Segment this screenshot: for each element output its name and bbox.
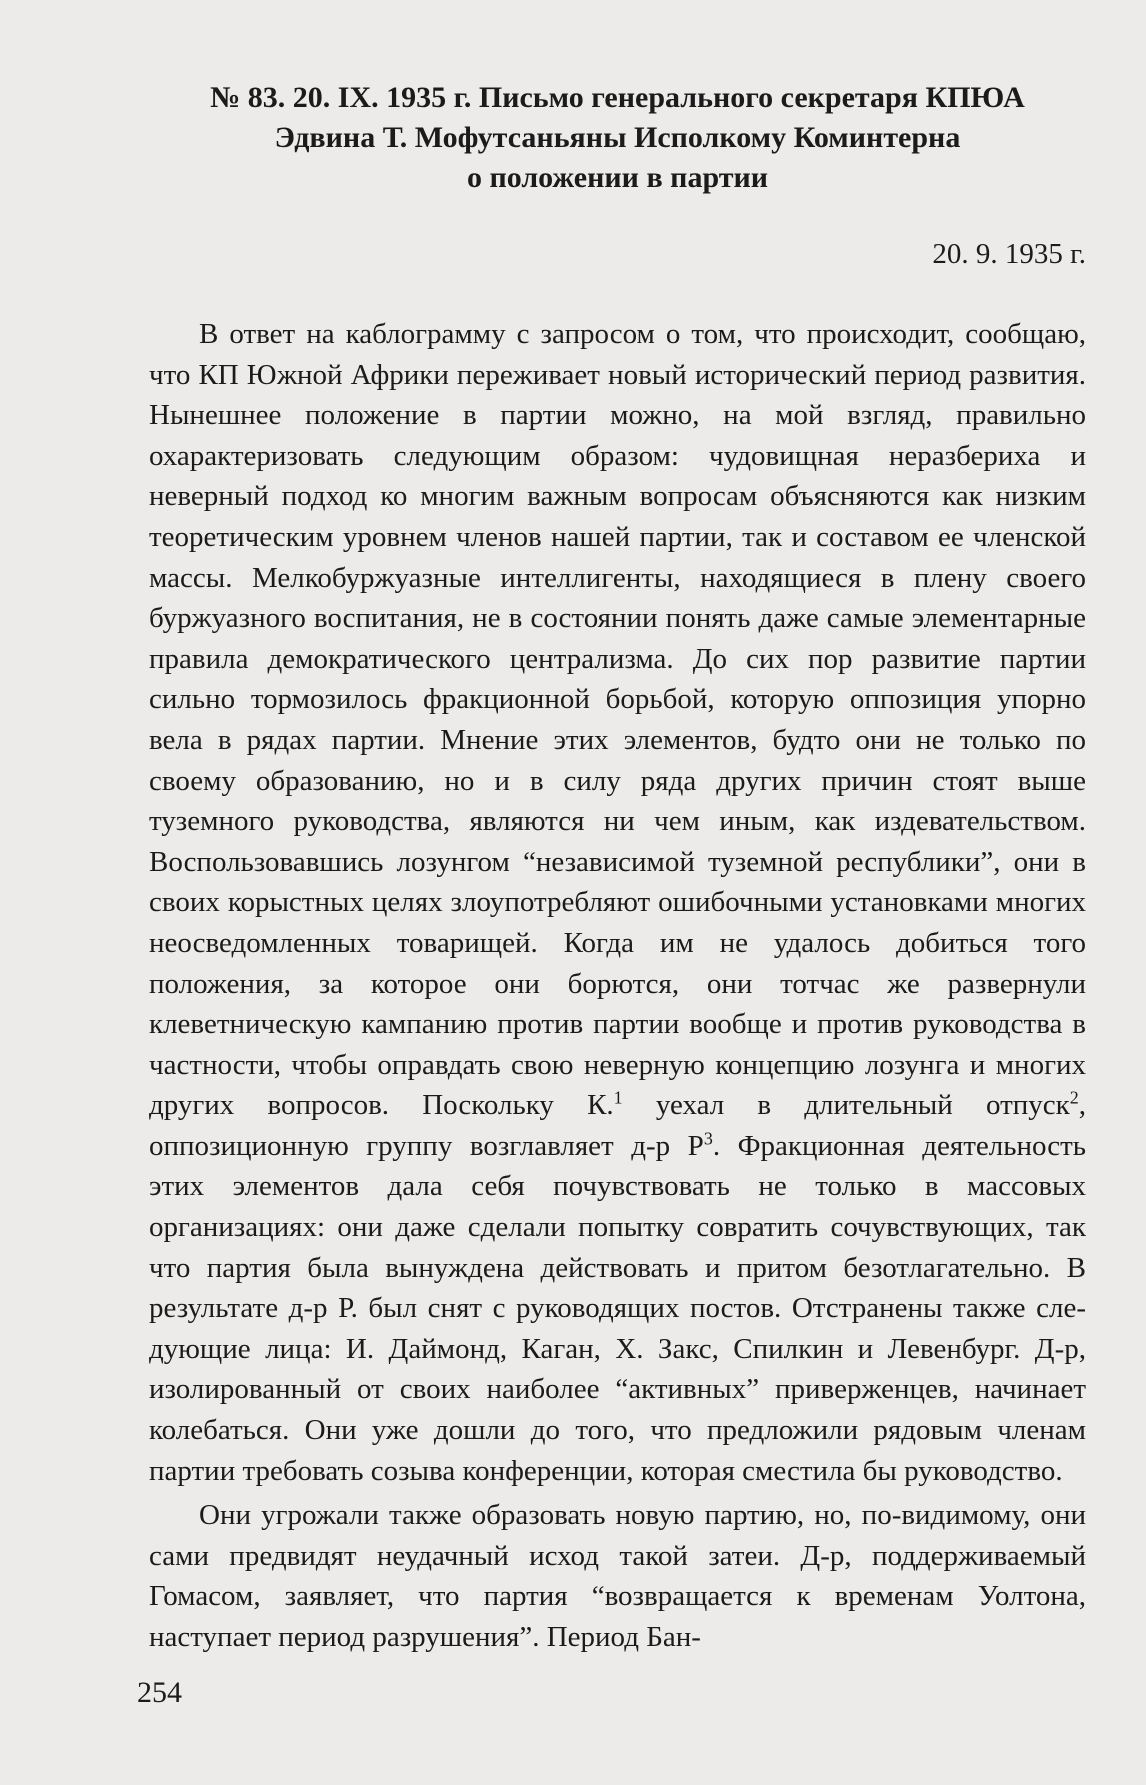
paragraph-1-part-4: . Фракционная деятельность этих элементов дала себя почувствовать не только в массовых организациях: они даже сделали попытку совратить сочувствующих, так что партия была вынуждена действовать и притом безотлагательно. В результате д-р Р. был снят с руководящих постов. Отстранены также следующие лица: И. Даймонд, Каган, Х. Закс, Спилкин и Левенбург. Д-р, изолированный от своих наиболее “активных” приверженцев, начинает колебаться. Они уже дошли до того, что предложили рядовым членам партии требовать созыва конференции, которая сместила бы руководство. bbox=[149, 1129, 1087, 1487]
document-date: 20. 9. 1935 г. bbox=[932, 238, 1086, 270]
footnote-ref-2: 2 bbox=[1069, 1087, 1079, 1108]
heading-line-2: Эдвина Т. Мофутсаньяны Исполкому Коминтерна bbox=[274, 121, 961, 154]
paragraph-1 bbox=[149, 314, 1086, 1491]
heading-line-3: о положении в партии bbox=[466, 161, 769, 194]
paragraph-1-part-2: уехал в длительный отпуск bbox=[622, 1089, 1070, 1122]
page-number: 254 bbox=[137, 1676, 182, 1709]
document-body bbox=[149, 314, 1086, 1658]
footnote-ref-3: 3 bbox=[703, 1128, 713, 1149]
paragraph-2: Они угрожали также образовать новую партию, но, по-видимому, они сами предвидят неудачный исход такой затеи. Д-р, поддерживаемый Гомасом, заявляет, что партия “возвращается к временам Уолтона, наступает период разрушения”. Период Бан- bbox=[149, 1499, 1086, 1653]
document-heading bbox=[149, 78, 1086, 198]
paragraph-1-part-1: В ответ на каблограмму с запросом о том, что происходит, сообщаю, что КП Южной Африки переживает новый исторический период развития. Нынешнее положение в партии можно, на мой взгляд, правильно охарактеризовать следующим образом: чудовищная неразбериха и неверный подход ко многим важным вопросам объясняются как низким теоретическим уровнем членов нашей партии, так и составом ее членской массы. Мелкобуржуазные интеллигенты, находящиеся в плену своего буржуазного воспитания, не в состоянии понять даже самые элементарные правила демократического централизма. До сих пор развитие партии сильно тормозилось фракционной борьбой, которую оппозиция упорно вела в рядах партии. Мнение этих элементов, будто они не только по своему образованию, но и в силу ряда других причин стоят выше туземного руководства, являются ни чем иным, как издевательством. Воспользовавшись лозунгом “независимой туземной республики”, они в своих корыстных целях злоупотребляют ошибочными установками многих неосведомленных товарищей. Когда им не удалось добиться того положения, за которое они борются, они тотчас же развернули клеветническую кампанию против партии вообще и против руководства в частности, чтобы оправдать свою неверную концепцию лозунга и многих других вопросов. Поскольку К. bbox=[149, 318, 1086, 1122]
heading-line-1: № 83. 20. IX. 1935 г. Письмо генерального секретаря КПЮА bbox=[210, 81, 1025, 114]
paragraph-1-part-3: , оппозиционную группу возглавляет д-р Р bbox=[149, 1089, 1086, 1162]
footnote-ref-1: 1 bbox=[613, 1087, 623, 1108]
